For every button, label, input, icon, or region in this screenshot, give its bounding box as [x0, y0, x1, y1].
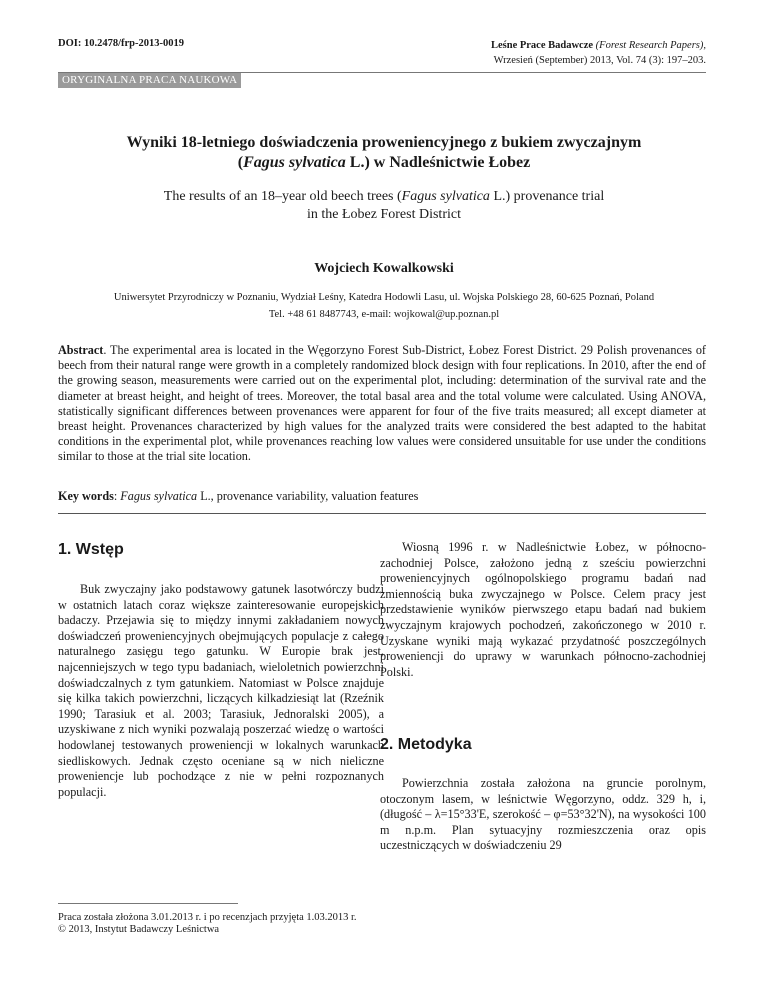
- title-english-latin: Fagus sylvatica: [401, 189, 490, 204]
- journal-translation: (Forest Research Papers),: [595, 40, 706, 51]
- title-polish-latin: Fagus sylvatica: [243, 154, 346, 171]
- column-left: [58, 540, 384, 800]
- author-name: Wojciech Kowalkowski: [314, 261, 454, 276]
- section-title-methods: 2. Metodyka: [380, 736, 472, 753]
- title-polish-line1: Wyniki 18-letniego doświadczenia proweniencyjnego z bukiem zwyczajnym: [126, 134, 642, 151]
- affiliation: [40, 289, 728, 323]
- journal-issue: Wrzesień (September) 2013, Vol. 74 (3): 197–203.: [493, 55, 706, 66]
- keywords: Key words: Fagus sylvatica L., provenance variability, valuation features: [58, 489, 419, 503]
- column-right-top: [380, 540, 706, 680]
- abstract: [58, 343, 706, 465]
- title-polish: [60, 133, 708, 173]
- title-polish-line2: (Fagus sylvatica L.) w Nadleśnictwie Łobez: [237, 154, 531, 171]
- section-title-introduction: 1. Wstęp: [58, 541, 124, 558]
- journal-citation: [491, 38, 706, 68]
- affiliation-address: Uniwersytet Przyrodniczy w Poznaniu, Wydział Leśny, Katedra Hodowli Lasu, ul. Wojska Polskiego 28, 60-625 Poznań, Poland: [113, 292, 655, 303]
- doi: DOI: 10.2478/frp-2013-0019: [58, 38, 184, 49]
- title-english-line1: The results of an 18–year old beech trees (Fagus sylvatica L.) provenance trial: [163, 189, 605, 204]
- footnote: [58, 912, 357, 936]
- keywords-label: Key words: [58, 489, 114, 503]
- abstract-rule: [58, 513, 706, 514]
- keywords-latin: Fagus sylvatica: [120, 489, 198, 503]
- article-type-label: ORYGINALNA PRACA NAUKOWA: [58, 73, 241, 88]
- journal-name: Leśne Prace Badawcze: [490, 40, 594, 51]
- title-english-line2: in the Łobez Forest District: [307, 207, 461, 222]
- introduction-paragraph: Buk zwyczajny jako podstawowy gatunek lasotwórczy budzi w ostatnich latach coraz większe zainteresowanie europejskich badaczy. Przejawia się to między innymi zakładaniem nowych doświadczeń proweniencyjnych obejmujących populacje z całego naturalnego zasięgu tego gatunku. W Europie brak jest, najcenniejszych w tego typu badaniach, wieloletnich powierzchni doświadczalnych z tym gatunkiem. Natomiast w Polsce znajduje się kilka takich powierzchni, liczących kilkadziesiąt lat (Rzeźnik 1990; Tarasiuk et al. 2003; Tarasiuk, Jednoralski 2005), a uzyskiwane z nich wyniki pozwalają poszerzać wiedzę o wartości hodowlanej testowanych proweniencji w lokalnych warunkach siedliskowych. Jednak często oceniane są w nich nieliczne proweniencje lub pochodzące z nie w pełni rozpoznanych populacji.: [58, 582, 384, 799]
- page-header: [58, 38, 706, 64]
- footnote-copyright: © 2013, Instytut Badawczy Leśnictwa: [58, 924, 220, 935]
- abstract-text: . The experimental area is located in the Węgorzyno Forest Sub-District, Łobez Forest District. 29 Polish provenances of beech from their natural range were growth in a completely randomized block design with four replications. In 2010, after the end of the growing season, measurements were carried out on the experimental plot, including: determination of the survival rate and the diameter at breast height, and height of trees. Moreover, the total basal area and the total volume were calculated. Using ANOVA, statistically significant differences between provenances were apparent for four of the five traits measured; all except diameter at breast height. Provenances characterized by high values for the analyzed traits were considered the best adapted to the habitat conditions in the experimental plot, while provenances reaching low values were considered unsuitable for use under the conditions similar to those at the trial site location.: [58, 343, 706, 464]
- abstract-label: Abstract: [58, 343, 104, 357]
- title-english: [60, 188, 708, 224]
- affiliation-contact: Tel. +48 61 8487743, e-mail: wojkowal@up.poznan.pl: [268, 309, 500, 320]
- methods-paragraph: Powierzchnia została założona na gruncie porolnym, otoczonym lasem, w leśnictwie Węgorzyno, oddz. 329 h, i, (długość – λ=15°33'E, szerokość – φ=53°32'N), na wysokości 100 m n.p.m. Plan sytuacyjny rozmieszczenia oraz opis uczestniczących w doświadczeniu 29: [380, 776, 706, 853]
- keywords-rest: L., provenance variability, valuation features: [197, 489, 419, 503]
- footnote-submission: Praca została złożona 3.01.2013 r. i po recenzjach przyjęta 1.03.2013 r.: [58, 912, 357, 923]
- column-right-bottom: [380, 776, 706, 854]
- footnote-rule: [58, 903, 238, 904]
- introduction-paragraph-2: Wiosną 1996 r. w Nadleśnictwie Łobez, w północno-zachodniej Polsce, założono jedną z sześciu powierzchni proweniencyjnych ogólnopolskiego programu badań nad zmiennością buka zwyczajnego w Polsce. Celem pracy jest przedstawienie wyników pierwszego etapu badań nad bukiem zwyczajnym krajowych pochodzeń, zakończonego w 2010 r. Uzyskane wyniki mają wykazać przydatność poszczególnych proweniencji do uprawy w warunkach północno-zachodniej Polski.: [380, 540, 706, 679]
